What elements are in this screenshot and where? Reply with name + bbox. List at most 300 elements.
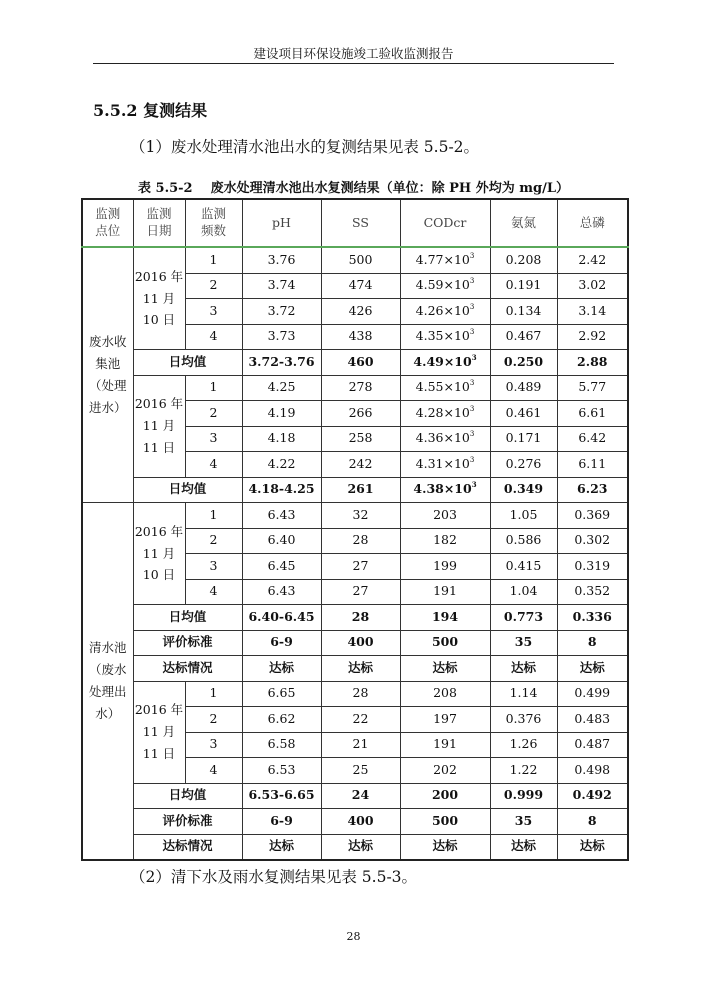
daily-average-label — [133, 350, 242, 376]
cell-nh — [490, 579, 557, 605]
cell-value: 32 — [352, 506, 369, 522]
cell-frequency — [185, 273, 242, 299]
cell-frequency — [185, 503, 242, 529]
cell-value: 8 — [587, 634, 597, 650]
cell-value: 达标 — [432, 838, 458, 854]
cell-nh — [490, 630, 557, 656]
date-cell — [133, 503, 185, 605]
cell-value: 25 — [352, 761, 369, 777]
header-cell-date — [133, 199, 185, 247]
cell-value: 438 — [348, 328, 373, 344]
cell-nh — [490, 707, 557, 733]
cell-frequency — [185, 528, 242, 554]
cell-value: 0.191 — [505, 277, 542, 293]
cell-value: 达标 — [347, 838, 373, 854]
daily-average-row — [82, 605, 628, 631]
cell-value: 4.35×10 — [415, 328, 470, 344]
results-table — [81, 198, 629, 861]
cell-frequency — [185, 758, 242, 784]
cell-value: 4.77×10 — [415, 251, 470, 267]
cell-tp — [557, 299, 628, 325]
header-date: 监测 日期 — [146, 206, 172, 238]
cell-value: 0.586 — [505, 532, 542, 548]
cell-value: 0.999 — [503, 787, 544, 803]
date-label: 2016 年 11 月 10 日 — [134, 268, 184, 328]
cell-cod — [400, 758, 490, 784]
cell-cod — [400, 273, 490, 299]
cell-nh — [490, 247, 557, 273]
cell-tp — [557, 834, 628, 860]
cell-ph — [242, 452, 321, 478]
cell-ss — [321, 783, 400, 809]
cell-value: 0.134 — [505, 302, 542, 318]
cell-frequency — [185, 299, 242, 325]
cell-ss — [321, 605, 400, 631]
cell-tp — [557, 324, 628, 350]
cell-value: 191 — [433, 736, 457, 752]
cell-value: 6.53 — [267, 761, 296, 777]
cell-value: 3.73 — [267, 328, 296, 344]
cell-value: 4.22 — [267, 455, 296, 471]
cell-value: 4.38×10 — [413, 481, 472, 497]
cell-cod — [400, 375, 490, 401]
cell-value: 4.31×10 — [415, 455, 470, 471]
cell-value: 2.42 — [578, 251, 607, 267]
exponent: 3 — [469, 455, 475, 464]
cell-frequency — [185, 324, 242, 350]
cell-ph — [242, 809, 321, 835]
cell-tp — [557, 656, 628, 682]
cell-value: 4.55×10 — [415, 379, 470, 395]
cell-cod — [400, 299, 490, 325]
cell-frequency — [185, 426, 242, 452]
cell-nh — [490, 758, 557, 784]
cell-ss — [321, 554, 400, 580]
cell-ph — [242, 681, 321, 707]
table-caption — [93, 177, 614, 196]
cell-nh — [490, 783, 557, 809]
cell-nh — [490, 605, 557, 631]
cell-nh — [490, 452, 557, 478]
cell-value: 2 — [209, 710, 218, 726]
site-cell — [82, 503, 133, 861]
cell-cod — [400, 834, 490, 860]
cell-cod — [400, 452, 490, 478]
cell-value: 6.58 — [267, 736, 296, 752]
cell-cod — [400, 605, 490, 631]
cell-nh — [490, 834, 557, 860]
cell-value: 261 — [347, 481, 374, 497]
table-row — [82, 681, 628, 707]
table-caption-text: 废水处理清水池出水复测结果（单位：除 PH 外均为 mg/L） — [210, 181, 569, 196]
cell-value: 24 — [351, 787, 370, 803]
cell-value: 2 — [209, 404, 218, 420]
cell-value: 3.74 — [267, 277, 296, 293]
cell-ph — [242, 299, 321, 325]
date-label: 2016 年 11 月 11 日 — [134, 702, 184, 761]
cell-ss — [321, 324, 400, 350]
cell-value: 0.415 — [505, 557, 542, 573]
cell-value: 400 — [347, 634, 374, 650]
cell-ss — [321, 401, 400, 427]
header-cell-freq — [185, 199, 242, 247]
cell-cod — [400, 477, 490, 503]
cell-value: 1.26 — [509, 736, 538, 752]
cell-ph — [242, 834, 321, 860]
cell-value: 5.77 — [578, 379, 607, 395]
cell-value: 达标 — [268, 838, 294, 854]
cell-value: 27 — [352, 557, 369, 573]
cell-value: 6.53-6.65 — [248, 787, 315, 803]
cell-value: 1 — [209, 251, 218, 267]
cell-ph — [242, 350, 321, 376]
cell-nh — [490, 656, 557, 682]
cell-nh — [490, 554, 557, 580]
cell-ph — [242, 503, 321, 529]
cell-tp — [557, 630, 628, 656]
cell-nh — [490, 681, 557, 707]
cell-tp — [557, 477, 628, 503]
standard-row-label — [133, 809, 242, 835]
cell-value: 达标 — [579, 838, 605, 854]
cell-value: 28 — [351, 608, 370, 624]
daily-average-label — [133, 783, 242, 809]
cell-value: 1 — [209, 379, 218, 395]
standard-row-label — [133, 630, 242, 656]
cell-value: 28 — [352, 532, 369, 548]
cell-value: 4 — [209, 761, 218, 777]
cell-value: 3.72-3.76 — [248, 353, 315, 369]
cell-value: 0.276 — [505, 455, 542, 471]
cell-value: 2 — [209, 277, 218, 293]
cell-value: 200 — [431, 787, 459, 803]
header-frequency: 监测 频数 — [200, 206, 226, 238]
cell-value: 4.36×10 — [415, 430, 470, 446]
cell-ss — [321, 375, 400, 401]
cell-value: 197 — [433, 710, 457, 726]
cell-value: 0.773 — [503, 608, 544, 624]
date-cell — [133, 375, 185, 477]
cell-value: 3.76 — [267, 251, 296, 267]
cell-tp — [557, 605, 628, 631]
cell-ph — [242, 605, 321, 631]
cell-value: 2.88 — [577, 353, 608, 369]
standard-row-text: 评价标准 — [162, 812, 213, 828]
table-row — [82, 247, 628, 273]
exponent: 3 — [469, 404, 475, 413]
cell-value: 0.369 — [574, 506, 611, 522]
date-label: 2016 年 11 月 10 日 — [134, 523, 184, 583]
cell-value: 258 — [348, 430, 373, 446]
cell-ph — [242, 247, 321, 273]
cell-tp — [557, 681, 628, 707]
cell-value: 3.14 — [578, 302, 607, 318]
cell-ss — [321, 579, 400, 605]
cell-ss — [321, 758, 400, 784]
cell-cod — [400, 554, 490, 580]
cell-ss — [321, 834, 400, 860]
cell-value: 4 — [209, 583, 218, 599]
header-ammonia: 氨氮 — [490, 199, 557, 247]
cell-value: 1.05 — [509, 506, 538, 522]
cell-ph — [242, 758, 321, 784]
cell-value: 6.61 — [578, 404, 607, 420]
exponent: 3 — [469, 277, 475, 286]
cell-ss — [321, 528, 400, 554]
cell-tp — [557, 452, 628, 478]
cell-tp — [557, 579, 628, 605]
cell-ph — [242, 630, 321, 656]
cell-value: 266 — [348, 404, 373, 420]
status-row-text: 达标情况 — [162, 659, 213, 675]
daily-average-text: 日均值 — [168, 787, 207, 803]
cell-value: 1.04 — [509, 583, 538, 599]
cell-ph — [242, 375, 321, 401]
cell-value: 21 — [352, 736, 369, 752]
cell-value: 28 — [352, 685, 369, 701]
cell-value: 4 — [209, 328, 218, 344]
cell-value: 4.18-4.25 — [248, 481, 315, 497]
cell-ss — [321, 350, 400, 376]
date-cell — [133, 681, 185, 783]
cell-value: 达标 — [347, 659, 373, 675]
standard-row-text: 评价标准 — [162, 634, 213, 650]
cell-ph — [242, 732, 321, 758]
cell-value: 0.352 — [574, 583, 611, 599]
cell-value: 0.208 — [505, 251, 542, 267]
cell-ss — [321, 681, 400, 707]
daily-average-row — [82, 477, 628, 503]
cell-cod — [400, 809, 490, 835]
cell-value: 6-9 — [270, 634, 293, 650]
exponent: 3 — [469, 302, 475, 311]
cell-frequency — [185, 554, 242, 580]
cell-cod — [400, 630, 490, 656]
standard-row — [82, 630, 628, 656]
date-label: 2016 年 11 月 11 日 — [134, 396, 184, 455]
cell-ss — [321, 732, 400, 758]
cell-cod — [400, 426, 490, 452]
cell-value: 6.11 — [578, 455, 607, 471]
cell-nh — [490, 273, 557, 299]
header-ph: pH — [242, 199, 321, 247]
header-row — [82, 199, 628, 247]
cell-value: 0.171 — [505, 430, 542, 446]
cell-cod — [400, 579, 490, 605]
cell-tp — [557, 503, 628, 529]
cell-value: 6.23 — [577, 481, 608, 497]
cell-value: 0.483 — [574, 710, 611, 726]
cell-tp — [557, 273, 628, 299]
cell-value: 1 — [209, 506, 218, 522]
cell-cod — [400, 681, 490, 707]
daily-average-text: 日均值 — [168, 608, 207, 624]
cell-ph — [242, 324, 321, 350]
cell-ss — [321, 247, 400, 273]
daily-average-label — [133, 477, 242, 503]
cell-ss — [321, 809, 400, 835]
status-row-label — [133, 834, 242, 860]
cell-nh — [490, 809, 557, 835]
cell-cod — [400, 732, 490, 758]
cell-value: 4.28×10 — [415, 404, 470, 420]
cell-value: 27 — [352, 583, 369, 599]
cell-tp — [557, 809, 628, 835]
daily-average-label — [133, 605, 242, 631]
site-cell — [82, 247, 133, 503]
cell-cod — [400, 324, 490, 350]
cell-value: 4.19 — [267, 404, 296, 420]
cell-value: 500 — [348, 251, 373, 267]
cell-value: 6.40 — [267, 532, 296, 548]
cell-tp — [557, 707, 628, 733]
cell-value: 6.40-6.45 — [248, 608, 315, 624]
cell-ph — [242, 426, 321, 452]
cell-value: 35 — [514, 634, 533, 650]
cell-nh — [490, 401, 557, 427]
cell-value: 6.43 — [267, 583, 296, 599]
cell-value: 6.43 — [267, 506, 296, 522]
cell-value: 0.499 — [574, 685, 611, 701]
cell-frequency — [185, 452, 242, 478]
cell-value: 6.65 — [267, 685, 296, 701]
exponent: 3 — [471, 480, 477, 490]
cell-tp — [557, 783, 628, 809]
cell-value: 达标 — [510, 838, 536, 854]
cell-tp — [557, 732, 628, 758]
cell-tp — [557, 758, 628, 784]
cell-tp — [557, 401, 628, 427]
cell-value: 0.498 — [574, 761, 611, 777]
cell-ph — [242, 707, 321, 733]
daily-average-row — [82, 350, 628, 376]
cell-value: 0.461 — [505, 404, 542, 420]
cell-value: 500 — [431, 634, 459, 650]
daily-average-row — [82, 783, 628, 809]
status-row-label — [133, 656, 242, 682]
cell-value: 4.59×10 — [415, 277, 470, 293]
header-rule — [93, 63, 614, 64]
cell-value: 4.18 — [267, 430, 296, 446]
cell-cod — [400, 656, 490, 682]
cell-ph — [242, 554, 321, 580]
header-total-phosphorus: 总磷 — [557, 199, 628, 247]
cell-value: 1 — [209, 685, 218, 701]
cell-value: 500 — [431, 812, 459, 828]
cell-value: 278 — [348, 379, 373, 395]
cell-value: 4 — [209, 455, 218, 471]
cell-value: 3 — [209, 430, 218, 446]
exponent: 3 — [469, 430, 475, 439]
cell-value: 达标 — [268, 659, 294, 675]
cell-tp — [557, 350, 628, 376]
cell-frequency — [185, 707, 242, 733]
cell-value: 0.489 — [505, 379, 542, 395]
cell-frequency — [185, 732, 242, 758]
cell-ph — [242, 401, 321, 427]
cell-ss — [321, 273, 400, 299]
cell-nh — [490, 426, 557, 452]
status-row — [82, 656, 628, 682]
cell-frequency — [185, 247, 242, 273]
cell-nh — [490, 350, 557, 376]
cell-value: 35 — [514, 812, 533, 828]
cell-ss — [321, 452, 400, 478]
date-cell — [133, 247, 185, 350]
cell-value: 3 — [209, 736, 218, 752]
header-site: 监测 点位 — [95, 206, 121, 238]
cell-nh — [490, 503, 557, 529]
cell-tp — [557, 554, 628, 580]
cell-value: 400 — [347, 812, 374, 828]
cell-cod — [400, 783, 490, 809]
cell-frequency — [185, 579, 242, 605]
cell-ph — [242, 579, 321, 605]
cell-value: 22 — [352, 710, 369, 726]
cell-ss — [321, 299, 400, 325]
cell-value: 194 — [431, 608, 459, 624]
status-row — [82, 834, 628, 860]
cell-value: 4.26×10 — [415, 302, 470, 318]
cell-frequency — [185, 401, 242, 427]
paragraph-2: （2）清下水及雨水复测结果见表 5.5-3。 — [130, 868, 418, 886]
cell-value: 2 — [209, 532, 218, 548]
table-row — [82, 375, 628, 401]
status-row-text: 达标情况 — [162, 838, 213, 854]
standard-row — [82, 809, 628, 835]
cell-cod — [400, 350, 490, 376]
cell-value: 199 — [433, 557, 457, 573]
cell-value: 3 — [209, 557, 218, 573]
cell-value: 1.14 — [509, 685, 538, 701]
exponent: 3 — [469, 251, 475, 260]
cell-ph — [242, 528, 321, 554]
cell-value: 460 — [347, 353, 374, 369]
cell-value: 3 — [209, 302, 218, 318]
cell-nh — [490, 528, 557, 554]
cell-value: 0.302 — [574, 532, 611, 548]
cell-ss — [321, 426, 400, 452]
cell-tp — [557, 247, 628, 273]
site-label: 废水收 集池 （处理 进水） — [88, 334, 127, 415]
cell-value: 0.492 — [572, 787, 612, 803]
cell-value: 4.49×10 — [413, 353, 472, 369]
cell-ss — [321, 630, 400, 656]
cell-value: 426 — [348, 302, 373, 318]
cell-value: 4.25 — [267, 379, 296, 395]
header-codcr: CODcr — [400, 199, 490, 247]
cell-ss — [321, 477, 400, 503]
cell-value: 0.250 — [503, 353, 544, 369]
cell-cod — [400, 707, 490, 733]
cell-value: 182 — [433, 532, 457, 548]
cell-ss — [321, 656, 400, 682]
cell-nh — [490, 375, 557, 401]
cell-value: 1.22 — [509, 761, 538, 777]
results-table-body — [82, 199, 628, 860]
cell-value: 191 — [433, 583, 457, 599]
cell-ph — [242, 477, 321, 503]
cell-ph — [242, 273, 321, 299]
exponent: 3 — [471, 352, 477, 362]
cell-tp — [557, 375, 628, 401]
cell-value: 242 — [348, 455, 373, 471]
cell-tp — [557, 528, 628, 554]
cell-value: 达标 — [510, 659, 536, 675]
cell-nh — [490, 732, 557, 758]
header-ss: SS — [321, 199, 400, 247]
cell-tp — [557, 426, 628, 452]
